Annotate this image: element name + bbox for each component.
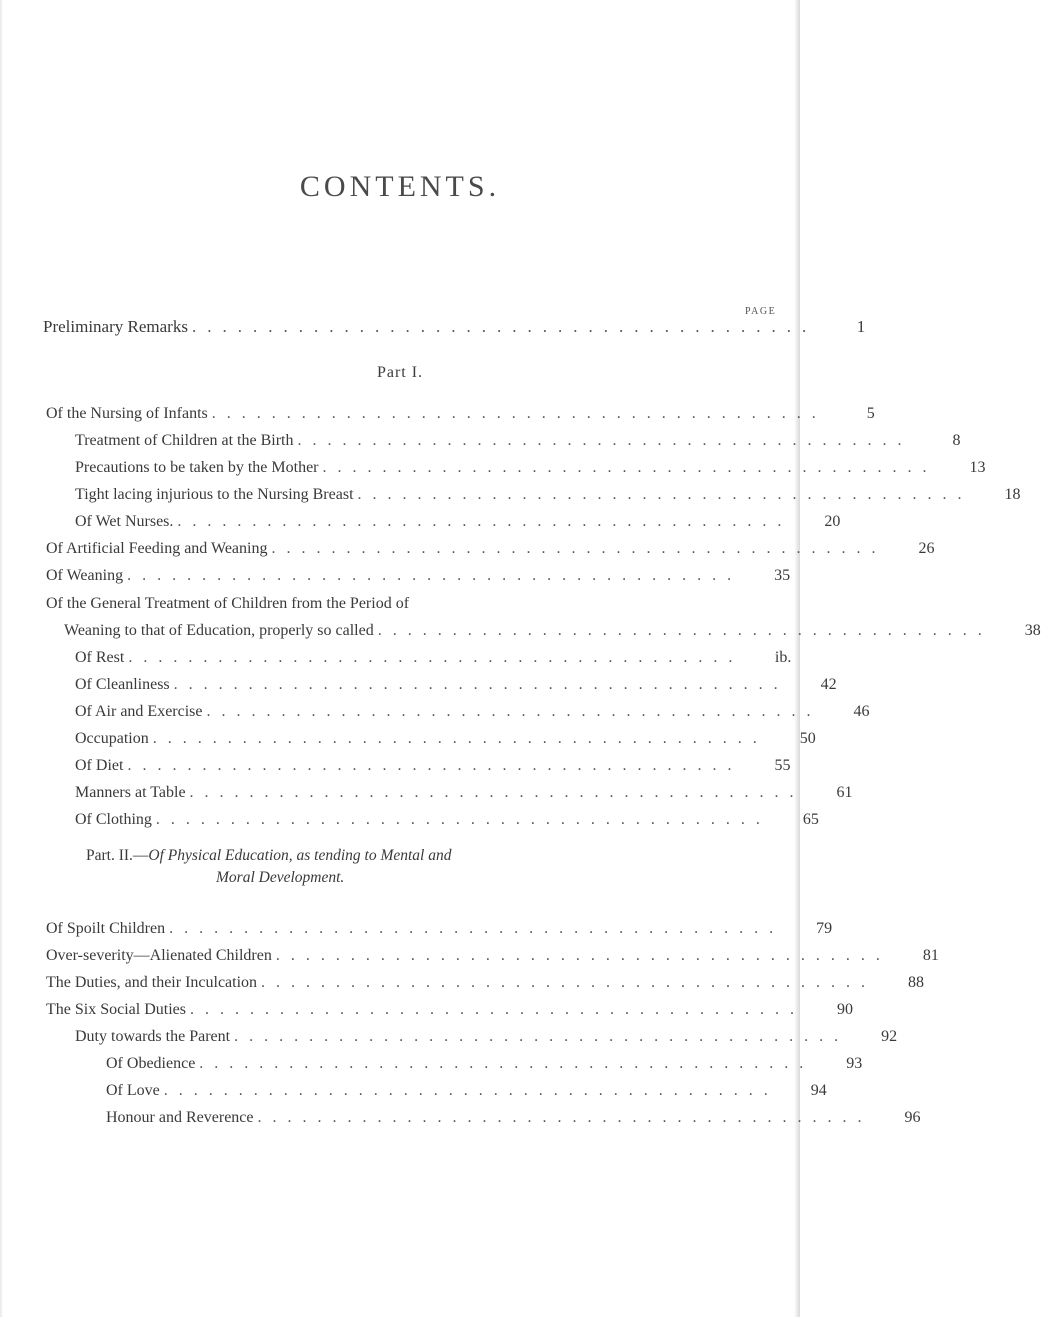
toc-entry: [75, 755, 791, 777]
toc-entry-label: The Six Social Duties: [46, 1001, 186, 1018]
toc-entry-page: 61: [836, 784, 853, 801]
toc-entry: [46, 999, 853, 1021]
leader-dots: .........................................: [191, 317, 818, 336]
toc-entry-page: 93: [846, 1055, 863, 1072]
toc-entry-label: Weaning to that of Education, properly so called: [64, 622, 374, 639]
leader-dots: .........................................: [377, 622, 993, 639]
toc-entry: [75, 511, 841, 533]
toc-entry-label: Manners at Table: [75, 784, 186, 801]
toc-entry: [75, 1026, 898, 1048]
toc-entry-page: 92: [881, 1028, 898, 1045]
toc-entry-page: 8: [952, 432, 961, 449]
toc-entry: [75, 484, 1021, 506]
part2-heading-line1: Of Physical Education, as tending to Mental and: [148, 847, 452, 864]
leader-dots: .........................................: [199, 1055, 815, 1072]
toc-entry-page: ib.: [774, 649, 792, 666]
toc-entry-page: 65: [802, 811, 819, 828]
toc-entry: [46, 565, 791, 587]
toc-entry-preliminary: [43, 316, 866, 338]
toc-entry-label: Of Weaning: [46, 567, 124, 584]
part2-heading-prefix: Part. II.—: [86, 847, 149, 864]
toc-entry-label: Of Rest: [75, 649, 125, 666]
toc-entry: [46, 945, 939, 967]
toc-entry-label: Of the General Treatment of Children from the Period of: [46, 595, 410, 612]
toc-entry-label: Of the Nursing of Infants: [46, 405, 208, 422]
toc-entry: [75, 782, 853, 804]
leader-dots: .........................................: [206, 703, 822, 720]
toc-entry: [75, 674, 837, 696]
part2-heading-line2: Moral Development.: [216, 869, 345, 886]
leader-dots: .........................................: [357, 486, 973, 503]
toc-entry-page: 35: [774, 567, 791, 584]
toc-entry-page: 1: [856, 317, 866, 336]
toc-entry-label: Precautions to be taken by the Mother: [75, 459, 319, 476]
toc-entry: [75, 430, 961, 452]
leader-dots: .........................................: [155, 811, 771, 828]
leader-dots: .........................................: [234, 1028, 850, 1045]
leader-dots: .........................................: [189, 1001, 805, 1018]
toc-entry-page: 55: [774, 757, 791, 774]
toc-entry-label: Of Spoilt Children: [46, 920, 166, 937]
toc-entry-label: Of Air and Exercise: [75, 703, 203, 720]
toc-entry: [46, 403, 875, 425]
toc-entry: [46, 972, 925, 994]
toc-entry: [106, 1080, 827, 1102]
toc-entry: [106, 1053, 863, 1075]
leader-dots: .........................................: [173, 676, 789, 693]
toc-entry-label: Treatment of Children at the Birth: [75, 432, 294, 449]
toc-entry-label: Of Love: [106, 1082, 160, 1099]
leader-dots: .........................................: [257, 1109, 873, 1126]
part2-heading: [86, 845, 452, 889]
toc-entry-page: 46: [853, 703, 870, 720]
toc-entry: [75, 809, 819, 831]
toc-entry-page: 88: [908, 974, 925, 991]
toc-entry: [106, 1107, 921, 1129]
leader-dots: .........................................: [211, 405, 827, 422]
toc-entry: [46, 538, 935, 560]
leader-dots: .........................................: [163, 1082, 779, 1099]
toc-entry-page: 13: [969, 459, 986, 476]
toc-entry: [46, 593, 758, 615]
leader-dots: .........................................: [127, 567, 743, 584]
toc-entry-label: Tight lacing injurious to the Nursing Breast: [75, 486, 354, 503]
toc-entry-label: Of Wet Nurses.: [75, 513, 174, 530]
part1-heading: Part I.: [376, 364, 424, 381]
toc-entry-label: Of Artificial Feeding and Weaning: [46, 540, 268, 557]
leader-dots: .........................................: [127, 757, 743, 774]
toc-entry: [75, 728, 816, 750]
toc-entry-page: 20: [824, 513, 841, 530]
toc-entry: [46, 918, 833, 940]
toc-entry-label: Honour and Reverence: [106, 1109, 254, 1126]
leader-dots: .........................................: [261, 974, 877, 991]
toc-entry-page: 96: [904, 1109, 921, 1126]
leader-dots: .........................................: [275, 947, 891, 964]
toc-entry-page: 5: [866, 405, 875, 422]
toc-entry-label: Preliminary Remarks: [43, 317, 188, 336]
leader-dots: .........................................: [152, 730, 768, 747]
toc-entry: [64, 620, 1041, 642]
toc-entry-page: 81: [922, 947, 939, 964]
leader-dots: .........................................: [297, 432, 913, 449]
leader-dots: .........................................: [322, 459, 938, 476]
page-column-label: PAGE: [745, 306, 777, 317]
toc-entry-label: Duty towards the Parent: [75, 1028, 231, 1045]
toc-entry-label: Of Obedience: [106, 1055, 196, 1072]
toc-entry-label: Occupation: [75, 730, 149, 747]
toc-entry-label: Over-severity—Alienated Children: [46, 947, 272, 964]
toc-entry-page: 90: [836, 1001, 853, 1018]
toc-entry-label: The Duties, and their Inculcation: [46, 974, 258, 991]
toc-entry-page: 26: [918, 540, 935, 557]
toc-entry: [75, 701, 870, 723]
toc-entry-page: 42: [820, 676, 837, 693]
toc-entry-page: 79: [816, 920, 833, 937]
toc-entry-label: Of Clothing: [75, 811, 152, 828]
toc-entry-page: 50: [799, 730, 816, 747]
leader-dots: .........................................: [128, 649, 744, 666]
toc-entry-page: 18: [1004, 486, 1021, 503]
leader-dots: .........................................: [177, 513, 793, 530]
toc-entry: [75, 647, 792, 669]
toc-entry-page: 94: [810, 1082, 827, 1099]
toc-entry: [75, 457, 986, 479]
page-title: CONTENTS.: [299, 170, 501, 203]
leader-dots: .........................................: [189, 784, 805, 801]
leader-dots: .........................................: [169, 920, 785, 937]
leader-dots: .........................................: [271, 540, 887, 557]
toc-entry-label: Of Cleanliness: [75, 676, 170, 693]
toc-entry-page: 38: [1024, 622, 1041, 639]
toc-entry-label: Of Diet: [75, 757, 124, 774]
